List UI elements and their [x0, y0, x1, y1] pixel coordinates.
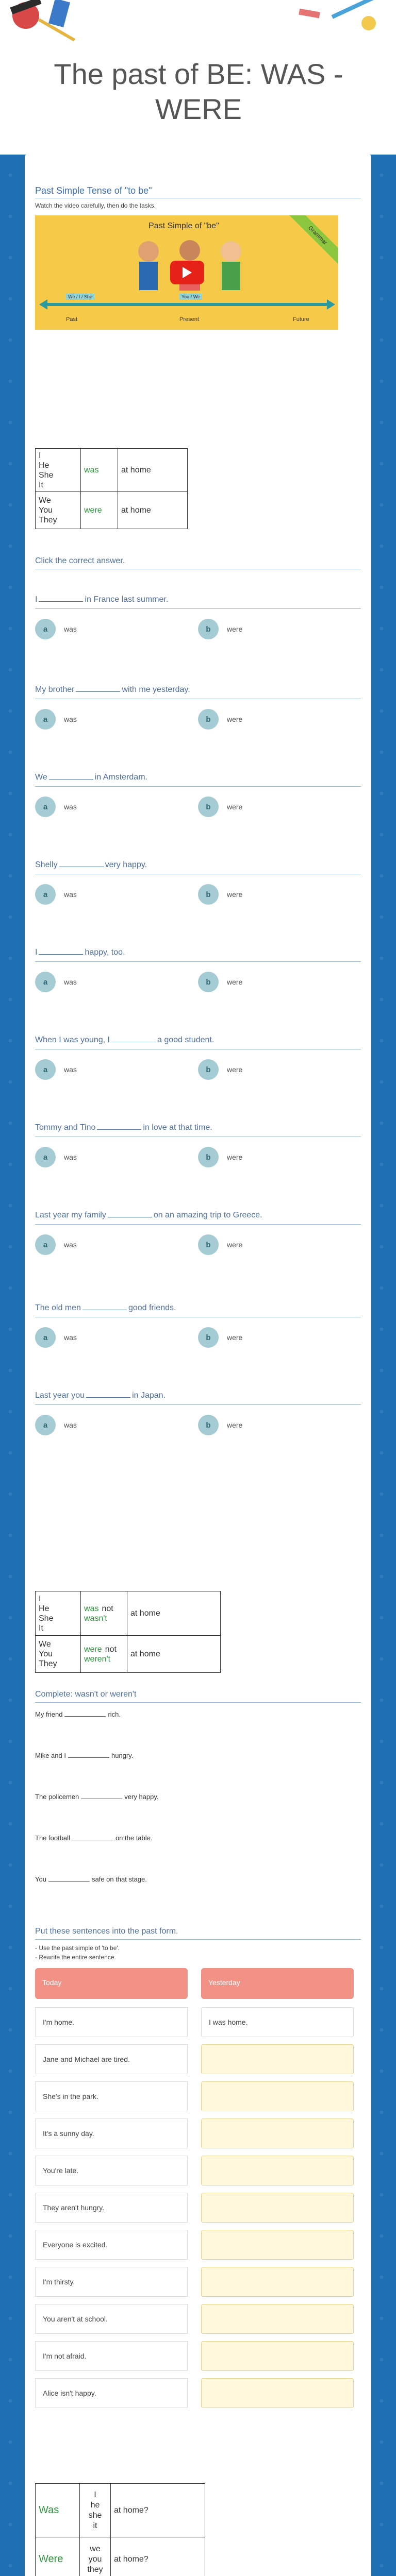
divider — [35, 1702, 361, 1703]
choice-letter-badge: a — [35, 1059, 56, 1080]
choice-label: was — [64, 803, 77, 811]
choice-letter-badge: b — [198, 709, 219, 730]
today-cell: It's a sunny day. — [35, 2119, 188, 2148]
fill-blank-input[interactable] — [48, 1881, 90, 1882]
complement-cell: at home? — [111, 2537, 205, 2576]
today-cell: Jane and Michael are tired. — [35, 2044, 188, 2074]
sentence-post: hungry. — [111, 1752, 134, 1759]
choice-letter-badge: a — [35, 1147, 56, 1167]
past-note-2: - Rewrite the entire sentence. — [35, 1954, 116, 1961]
neg-verb-were: were — [84, 1645, 102, 1654]
choice-letter-badge: b — [198, 1234, 219, 1255]
pronoun-cell-singular: I He She It — [36, 1591, 81, 1636]
question-pre: Tommy and Tino — [35, 1123, 96, 1132]
choice-label: were — [227, 1241, 243, 1249]
pronoun-cell-plural: We You They — [36, 492, 81, 529]
divider — [35, 1939, 361, 1940]
question-pre: The old men — [35, 1303, 81, 1312]
was-were-question-table — [35, 2483, 205, 2576]
choice-label: were — [227, 1421, 243, 1429]
choice-letter-badge: a — [35, 709, 56, 730]
school-supplies-decoration — [0, 0, 396, 57]
sentence-pre: Mike and I — [35, 1752, 66, 1759]
choice-letter-badge: b — [198, 1327, 219, 1348]
column-header-yesterday: Yesterday — [201, 1968, 354, 1999]
neg-verb-contraction: weren't — [84, 1654, 111, 1664]
timeline-label-left: We / I / She — [66, 294, 94, 300]
complement-cell: at home? — [111, 2484, 205, 2537]
divider — [35, 1224, 361, 1225]
question-post: very happy. — [105, 860, 147, 869]
choice-label: were — [227, 1065, 243, 1074]
ribbon-label: Grammar — [307, 225, 328, 246]
sentence-pre: The policemen — [35, 1793, 79, 1801]
choice-label: were — [227, 1333, 243, 1342]
choice-label: was — [64, 1333, 77, 1342]
sentence-pre: The football — [35, 1834, 70, 1842]
choice-letter-badge: a — [35, 1415, 56, 1435]
complement-cell: at home — [127, 1591, 221, 1636]
choice-label: were — [227, 803, 243, 811]
choice-label: were — [227, 715, 243, 723]
timeline-label-mid: You / We — [179, 294, 202, 300]
timeline-arrow-right-icon — [327, 299, 335, 310]
neg-verb-was: was — [84, 1604, 99, 1613]
today-cell: I'm not afraid. — [35, 2341, 188, 2371]
complement-cell: at home — [118, 492, 188, 529]
pronoun-cell-plural: We You They — [36, 1636, 81, 1673]
choice-label: were — [227, 890, 243, 899]
column-header-today: Today — [35, 1968, 188, 1999]
video-heading: Past Simple Tense of "to be" — [35, 185, 152, 196]
neg-verb-not: not — [105, 1645, 117, 1654]
choice-option-was[interactable] — [35, 1234, 77, 1255]
choice-label: was — [64, 1065, 77, 1074]
pronoun-cell-singular: I He She It — [36, 449, 81, 492]
play-button[interactable] — [170, 261, 204, 284]
verb-cell-were: were — [81, 492, 118, 529]
timeline-arrow-left-icon — [39, 299, 47, 310]
choice-option-were[interactable] — [198, 972, 242, 992]
choice-letter-badge: b — [198, 796, 219, 817]
choice-option-was[interactable] — [35, 884, 77, 905]
yesterday-input[interactable] — [201, 2341, 354, 2371]
sentence-post: very happy. — [124, 1793, 159, 1801]
timeline-present: Present — [179, 316, 199, 323]
yesterday-input[interactable] — [201, 2230, 354, 2260]
choice-option-was[interactable] — [35, 619, 77, 639]
yesterday-input[interactable] — [201, 2119, 354, 2148]
fill-sentence — [35, 1834, 153, 1842]
question-pre: I — [35, 595, 38, 604]
question-post: in Amsterdam. — [94, 773, 147, 782]
choice-option-were[interactable] — [198, 709, 242, 730]
choice-letter-badge: a — [35, 1327, 56, 1348]
question-post: good friends. — [128, 1303, 176, 1312]
yesterday-input[interactable] — [201, 2044, 354, 2074]
question-text — [35, 1123, 361, 1132]
today-cell: Alice isn't happy. — [35, 2378, 188, 2408]
yesterday-example-cell: I was home. — [201, 2007, 354, 2037]
choice-letter-badge: b — [198, 619, 219, 639]
wasnt-werent-table — [35, 1591, 221, 1673]
play-icon — [183, 267, 192, 278]
answer-blank — [76, 691, 120, 692]
choice-option-was[interactable] — [35, 1327, 77, 1348]
choice-option-were[interactable] — [198, 884, 242, 905]
sentence-post: rich. — [108, 1710, 121, 1718]
pronoun-cell-singular: I he she it — [80, 2484, 111, 2537]
question-text — [35, 1036, 361, 1045]
neg-verb-not: not — [102, 1604, 113, 1613]
today-cell: I'm thirsty. — [35, 2267, 188, 2297]
today-cell: I'm home. — [35, 2007, 188, 2037]
neg-verb-cell — [81, 1591, 127, 1636]
choice-option-were[interactable] — [198, 619, 242, 639]
question-post: in love at that time. — [143, 1123, 212, 1132]
fill-blank-input[interactable] — [68, 1757, 109, 1758]
question-text — [35, 685, 361, 694]
sentence-pre: My friend — [35, 1710, 63, 1718]
yesterday-input[interactable] — [201, 2081, 354, 2111]
question-pre: We — [35, 773, 47, 782]
question-pre: Last year my family — [35, 1211, 106, 1219]
answer-blank — [86, 1397, 130, 1398]
yesterday-input[interactable] — [201, 2156, 354, 2185]
choice-letter-badge: b — [198, 884, 219, 905]
divider — [35, 1404, 361, 1405]
question-pre: Shelly — [35, 860, 58, 869]
choice-label: was — [64, 890, 77, 899]
choice-option-was[interactable] — [35, 1415, 77, 1435]
fill-sentence — [35, 1710, 121, 1718]
choice-label: was — [64, 1153, 77, 1161]
question-post: in Japan. — [132, 1391, 166, 1400]
was-were-table — [35, 448, 188, 529]
complement-cell: at home — [118, 449, 188, 492]
choose-heading: Click the correct answer. — [35, 556, 125, 565]
page-title: The past of BE: WAS - WERE — [54, 58, 343, 125]
choice-label: was — [64, 1421, 77, 1429]
answer-blank — [39, 601, 83, 602]
fill-sentence — [35, 1875, 147, 1883]
choice-option-was[interactable] — [35, 972, 77, 992]
choice-letter-badge: a — [35, 796, 56, 817]
choice-option-was[interactable] — [35, 1147, 77, 1167]
choice-label: were — [227, 1153, 243, 1161]
video-ribbon — [288, 215, 338, 265]
yesterday-input[interactable] — [201, 2304, 354, 2334]
past-heading: Put these sentences into the past form. — [35, 1927, 178, 1936]
question-post: a good student. — [157, 1036, 214, 1044]
fill-blank-input[interactable] — [64, 1716, 106, 1717]
choice-letter-badge: a — [35, 619, 56, 639]
question-post: in France last summer. — [85, 595, 169, 604]
yesterday-input[interactable] — [201, 2378, 354, 2408]
yesterday-input[interactable] — [201, 2193, 354, 2223]
question-text — [35, 1303, 361, 1313]
question-text — [35, 1391, 361, 1400]
choice-label: were — [227, 978, 243, 986]
choice-letter-badge: b — [198, 1415, 219, 1435]
question-text — [35, 595, 361, 604]
divider — [35, 608, 361, 609]
timeline-bar — [45, 303, 328, 306]
question-pre: I — [35, 948, 38, 957]
today-cell: She's in the park. — [35, 2081, 188, 2111]
today-cell: You're late. — [35, 2156, 188, 2185]
divider — [35, 786, 361, 787]
question-pre: My brother — [35, 685, 75, 694]
answer-blank — [97, 1129, 141, 1130]
pronoun-cell-plural: we you they — [80, 2537, 111, 2576]
question-pre: When I was young, I — [35, 1036, 110, 1044]
choice-label: was — [64, 715, 77, 723]
choice-letter-badge: a — [35, 972, 56, 992]
neg-verb-contraction: wasn't — [84, 1614, 107, 1623]
choice-label: was — [64, 1241, 77, 1249]
divider — [35, 961, 361, 962]
today-cell: You aren't at school. — [35, 2304, 188, 2334]
choice-option-were[interactable] — [198, 1234, 242, 1255]
choice-label: was — [64, 978, 77, 986]
question-text — [35, 948, 361, 957]
choice-letter-badge: b — [198, 1059, 219, 1080]
choice-option-was[interactable] — [35, 796, 77, 817]
sentence-post: safe on that stage. — [91, 1875, 147, 1883]
fill-sentence — [35, 1752, 133, 1759]
today-cell: Everyone is excited. — [35, 2230, 188, 2260]
choice-letter-badge: b — [198, 972, 219, 992]
past-note-1: - Use the past simple of 'to be'. — [35, 1944, 120, 1952]
question-text — [35, 860, 361, 870]
choice-option-were[interactable] — [198, 1059, 242, 1080]
question-verb-was: Was — [36, 2484, 80, 2537]
neg-verb-cell — [81, 1636, 127, 1673]
timeline-past: Past — [66, 316, 78, 323]
choice-option-was[interactable] — [35, 1059, 77, 1080]
choice-option-were[interactable] — [198, 1147, 242, 1167]
neg-heading: Complete: wasn't or weren't — [35, 1690, 137, 1699]
video-inner-title: Past Simple of "be" — [148, 222, 219, 230]
question-text — [35, 773, 361, 782]
sentence-pre: You — [35, 1875, 46, 1883]
question-pre: Last year you — [35, 1391, 85, 1400]
complement-cell: at home — [127, 1636, 221, 1673]
question-post: happy, too. — [85, 948, 125, 957]
choice-letter-badge: b — [198, 1147, 219, 1167]
choice-option-were[interactable] — [198, 796, 242, 817]
sentence-post: on the table. — [115, 1834, 153, 1842]
today-cell: They aren't hungry. — [35, 2193, 188, 2223]
yesterday-input[interactable] — [201, 2267, 354, 2297]
choice-option-were[interactable] — [198, 1415, 242, 1435]
question-post: on an amazing trip to Greece. — [153, 1211, 262, 1219]
timeline-future: Future — [293, 316, 309, 323]
choice-label: was — [64, 625, 77, 633]
question-verb-were: Were — [36, 2537, 80, 2576]
choice-letter-badge: a — [35, 884, 56, 905]
verb-cell-was: was — [81, 449, 118, 492]
choice-option-were[interactable] — [198, 1327, 242, 1348]
choice-letter-badge: a — [35, 1234, 56, 1255]
choice-option-was[interactable] — [35, 709, 77, 730]
answer-blank — [39, 954, 83, 955]
video-instruction: Watch the video carefully, then do the tasks. — [35, 202, 156, 209]
worksheet — [25, 155, 371, 2576]
choice-label: were — [227, 625, 243, 633]
fill-sentence — [35, 1793, 159, 1801]
video-player[interactable] — [35, 215, 338, 330]
question-text — [35, 1211, 361, 1220]
question-post: with me yesterday. — [122, 685, 190, 694]
